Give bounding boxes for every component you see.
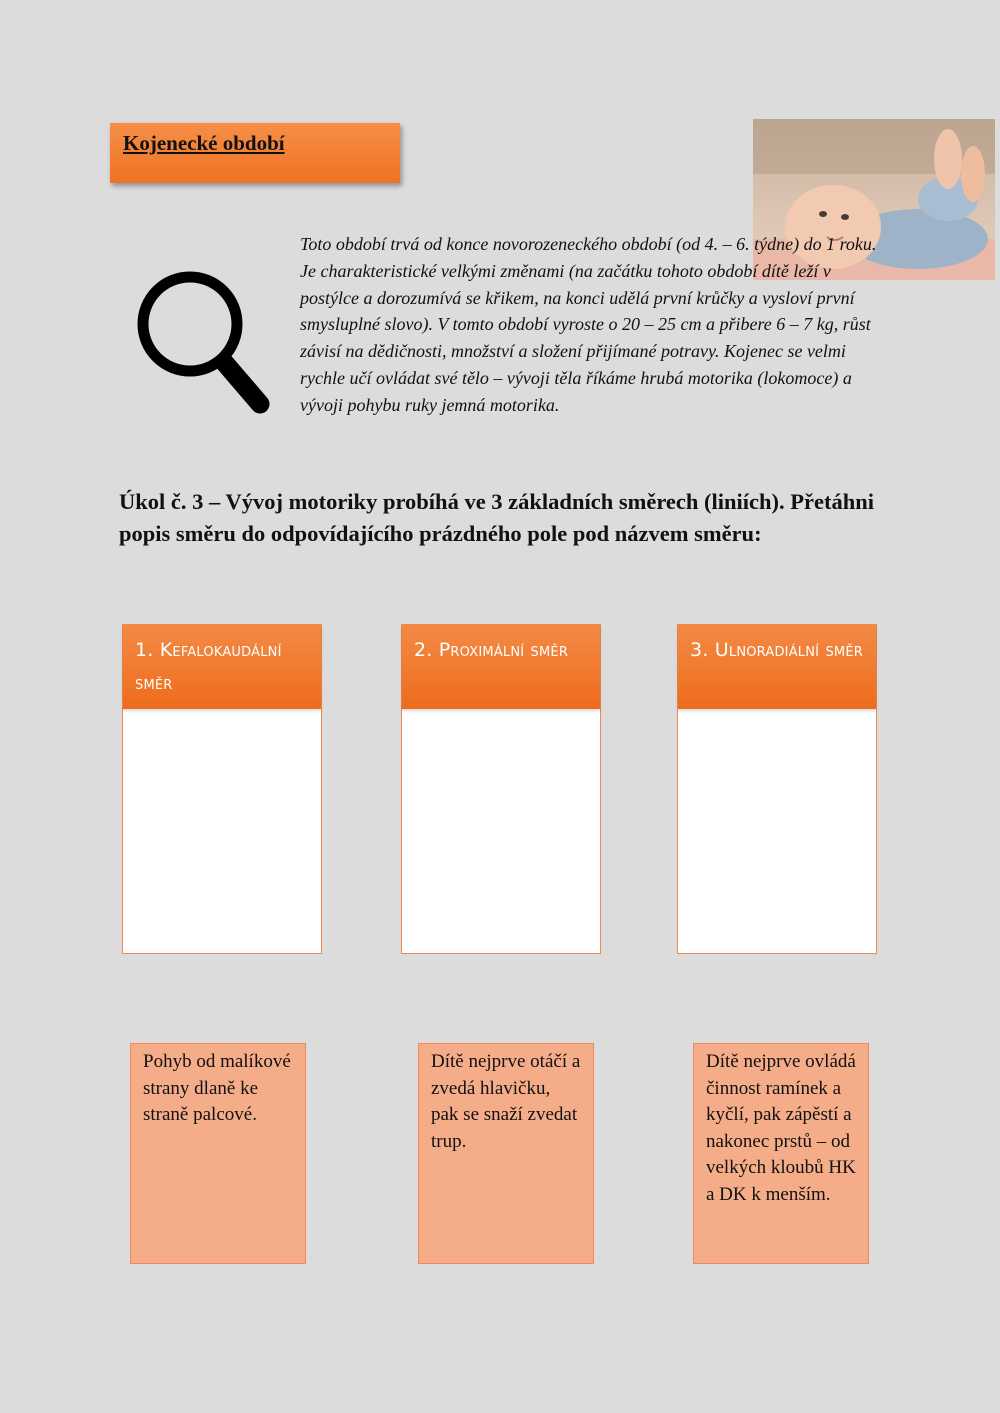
draggable-card[interactable]: Dítě nejprve otáčí a zvedá hlavičku, pak se snaží zvedat trup.: [418, 1043, 594, 1264]
column-header: 2. Proximální směr: [402, 625, 600, 709]
drop-zone-proximalni[interactable]: [401, 624, 601, 954]
intro-paragraph: Toto období trvá od konce novorozeneckého období (od 4. – 6. týdne) do 1 roku. Je charakteristické velkými změnami (na začátku tohoto období dítě leží v postýlce a dorozumívá se křikem, na konci udělá první krůčky a vysloví první smysluplné slovo). V tomto období vyroste o 20 – 25 cm a přibere 6 – 7 kg, růst závisí na dědičnosti, množství a složení přijímané potravy. Kojenec se velmi rychle učí ovládat své tělo – vývoji těla říkáme hrubá motorika (lokomoce) a vývoji pohybu ruky jemná motorika.: [300, 234, 877, 415]
draggable-card[interactable]: Pohyb od malíkové strany dlaně ke straně palcové.: [130, 1043, 306, 1264]
drop-zone-ulnoradialni[interactable]: [677, 624, 877, 954]
drop-zone-kefalokaudalni[interactable]: [122, 624, 322, 954]
column-header: 3. Ulnoradiální směr: [678, 625, 876, 709]
draggable-card[interactable]: Dítě nejprve ovládá činnost ramínek a kyčlí, pak zápěstí a nakonec prstů – od velkých kloubů HK a DK k menším.: [693, 1043, 869, 1264]
search-icon: [134, 262, 274, 417]
task-instruction: Úkol č. 3 – Vývoj motoriky probíhá ve 3 základních směrech (liniích). Přetáhni popis směru do odpovídajícího prázdného pole pod názvem směru:: [119, 489, 875, 546]
column-header: 1. Kefalokaudální směr: [123, 625, 321, 709]
section-title: Kojenecké období: [123, 131, 285, 155]
section-title-box: [110, 123, 400, 183]
